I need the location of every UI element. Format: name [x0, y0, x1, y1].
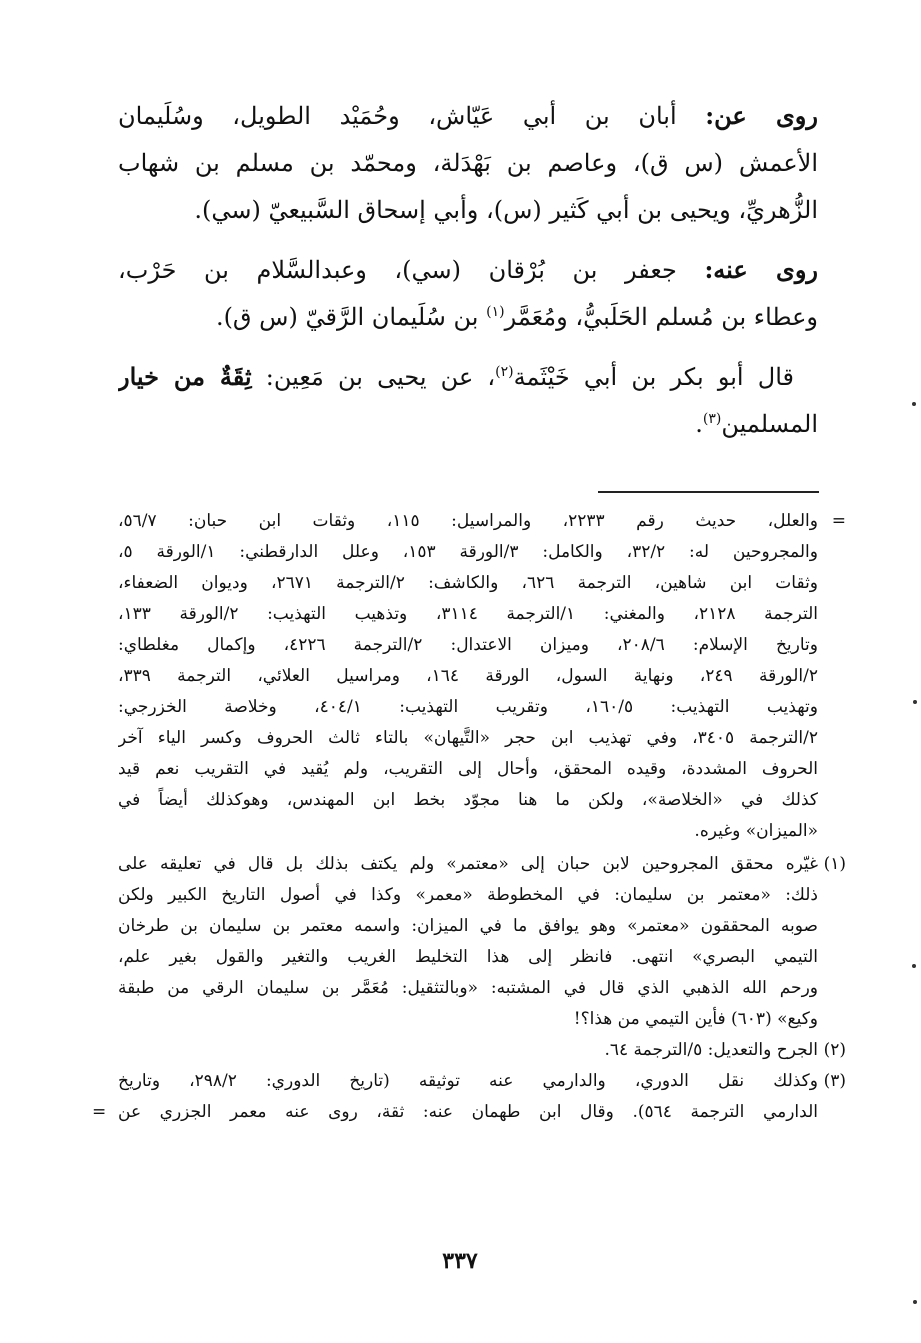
footnote-ref-1[interactable]: (١): [486, 304, 505, 320]
footnote-continuation: [118, 506, 846, 847]
note-line: ٢/الورقة ٢٤٩، ونهاية السول، الورقة ١٦٤، ومراسيل العلائي، الترجمة ٣٣٩،: [118, 666, 818, 686]
note-line: الدارمي الترجمة ٥٦٤). وقال ابن طهمان عنه: ثقة، روى عنه معمر الجزري عن: [118, 1102, 818, 1122]
note-line: التيمي البصري» انتهى. فانظر إلى هذا التخليط الغريب والتغير والقول بغير علم،: [118, 947, 818, 967]
text-line: قال أبو بكر بن أبي خَيْثَمة$^{(٢)}$، عن يحيى بن مَعِين: ثِقَةٌ من خيار: [118, 362, 794, 391]
scan-speck: [912, 402, 916, 406]
narrated-from-label: روى عن:: [705, 101, 818, 130]
footnote-1: [118, 849, 846, 1035]
footnote-ref-2[interactable]: (٢): [495, 364, 514, 380]
text-line: روى عن: أبان بن أبي عَيّاش، وحُمَيْد الطويل، وسُلَيمان: [118, 101, 818, 130]
note-line: وتاريخ الإسلام: ٢٠٨/٦، وميزان الاعتدال: ٢/الترجمة ٤٢٢٦، وإكمال مغلطاي:: [118, 635, 818, 655]
note-line: والمجروحين له: ٣٢/٢، والكامل: ٣/الورقة ١٥٣، وعلل الدارقطني: ١/الورقة ٥،: [118, 542, 818, 562]
footnote-number: (٢): [823, 1040, 846, 1060]
continuation-marker: =: [92, 1102, 107, 1122]
note-line: غيّره محقق المجروحين لابن حبان إلى «معتمر» ولم يكتف بذلك بل قال في تعليقه على: [118, 854, 818, 874]
note-line: ٢/الترجمة ٣٤٠٥، وفي تهذيب ابن حجر «التَّيهان» بالتاء ثالث الحروف وكسر الياء آخر: [118, 728, 818, 748]
footnote-2: [118, 1035, 846, 1066]
note-line: وكيع» (٦٠٣) فأين التيمي من هذا؟!: [573, 1009, 818, 1029]
grading-paragraph: [118, 353, 818, 448]
footnote-number: (١): [823, 854, 846, 874]
scan-speck: [913, 700, 917, 704]
text-line: المسلمين$^{(٣)}$.: [695, 410, 818, 438]
scan-speck: [912, 964, 916, 968]
footnotes: [92, 506, 846, 1128]
footnote-number: (٣): [823, 1071, 846, 1091]
text-line: روى عنه: جعفر بن بُرْقان (سي)، وعبدالسَّلام بن حَرْب،: [118, 255, 818, 284]
footnote-separator: [598, 491, 819, 493]
text-line: وعطاء بن مُسلم الحَلَبيُّ، ومُعَمَّر$^{(١)}$ بن سُلَيمان الرَّقيّ (س ق).: [215, 303, 818, 331]
note-line: صوبه المحققون «معتمر» وهو يوافق ما في الميزان: واسمه معتمر بن سليمان بن طرخان: [118, 916, 818, 936]
grading-verdict: ثِقَةٌ من خيار: [118, 362, 252, 391]
text-line: الأعمش (س ق)، وعاصم بن بَهْدَلة، ومحمّد بن مسلم بن شهاب: [118, 149, 818, 177]
footnote-3: [92, 1066, 846, 1128]
note-line: وتهذيب التهذيب: ١٦٠/٥، وتقريب التهذيب: ٤٠٤/١، وخلاصة الخزرجي:: [118, 697, 818, 717]
narrators-label: روى عنه:: [704, 255, 818, 284]
note-line: الترجمة ٢١٢٨، والمغني: ١/الترجمة ٣١١٤، وتذهيب التهذيب: ٢/الورقة ١٣٣،: [118, 604, 818, 624]
note-line: كذلك في «الخلاصة»، ولكن ما هنا مجوّد بخط ابن المهندس، وهوكذلك أيضاً في: [118, 790, 818, 810]
narrators-paragraph: [118, 246, 818, 341]
continuation-marker: =: [831, 511, 846, 531]
note-line: وثقات ابن شاهين، الترجمة ٦٢٦، والكاشف: ٢/الترجمة ٢٦٧١، وديوان الضعفاء،: [118, 573, 818, 593]
note-line: «الميزان» وغيره.: [694, 821, 818, 841]
note-line: الجرح والتعديل: ٥/الترجمة ٦٤.: [604, 1040, 818, 1060]
main-text: [118, 92, 818, 448]
note-line: ورحم الله الذهبي الذي قال في المشتبه: «وبالتثقيل: مُعَمَّر بن سليمان الرقي من طبقة: [118, 978, 818, 998]
narrated-from-paragraph: [118, 92, 818, 234]
note-line: وكذلك نقل الدوري، والدارمي عنه توثيقه (تاريخ الدوري: ٢٩٨/٢، وتاريخ: [118, 1071, 818, 1091]
note-line: ذلك: «معتمر بن سليمان: في المخطوطة «معمر» وكذا في أصول التاريخ الكبير ولكن: [118, 885, 818, 905]
note-line: الحروف المشددة، وقيده المحقق، وأحال إلى التقريب، ولم يُقيد في التقريب نعم قيد: [118, 759, 818, 779]
text-line: الزُّهريِّ، ويحيى بن أبي كَثير (س)، وأبي إسحاق السَّبيعيّ (سي).: [194, 196, 818, 224]
page-number: ٣٣٧: [442, 1248, 478, 1274]
footnote-ref-3[interactable]: (٣): [702, 411, 722, 427]
scan-speck: [913, 1300, 917, 1304]
note-line: والعلل، حديث رقم ٢٢٣٣، والمراسيل: ١١٥، وثقات ابن حبان: ٥٦/٧،: [118, 511, 818, 531]
